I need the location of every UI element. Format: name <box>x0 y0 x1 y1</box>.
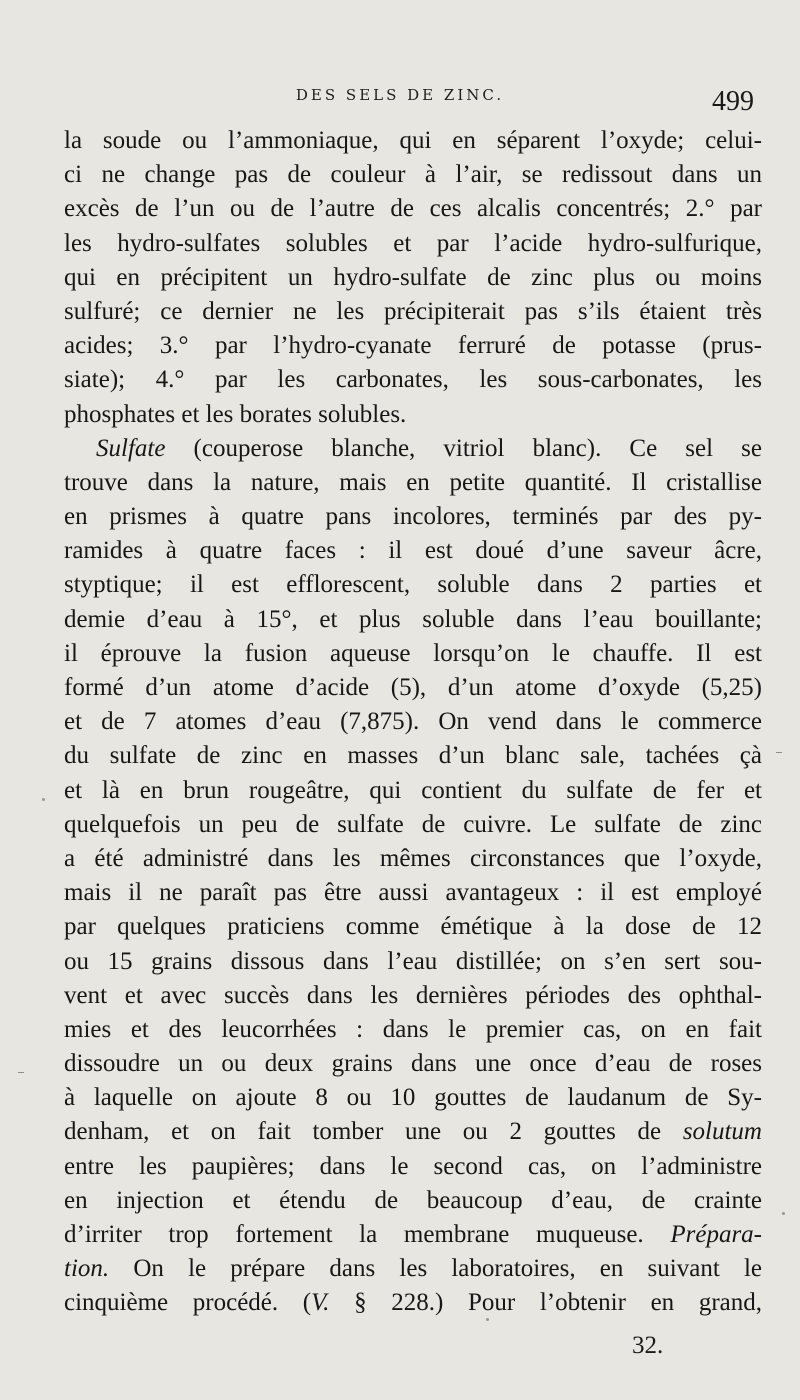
paper-mark <box>18 1072 24 1073</box>
paragraph-start-line: Sulfate (couperose blanche, vitriol blanc). Ce sel se <box>96 434 762 462</box>
page-number: 499 <box>712 86 754 117</box>
text-line: la soude ou l’ammoniaque, qui en séparent l’oxyde; celui- <box>64 127 762 154</box>
text-line: il éprouve la fusion aqueuse lorsqu’on le chauffe. Il est <box>64 639 762 667</box>
text-line: formé d’un atome d’acide (5), d’un atome d’oxyde (5,25) <box>64 674 762 701</box>
text-line: mais il ne paraît pas être aussi avantageux : il est employé <box>64 879 762 907</box>
text-line: qui en précipitent un hydro-sulfate de zinc plus ou moins <box>64 263 762 291</box>
italic-term: tion. <box>64 1255 110 1283</box>
text-line: vent et avec succès dans les dernières périodes des ophthal- <box>64 981 762 1009</box>
text-line: en injection et étendu de beaucoup d’eau, de crainte <box>64 1186 762 1214</box>
text-line: mies et des leucorrhées : dans le premier cas, on en fait <box>64 1015 762 1043</box>
text-line: dissoudre un ou deux grains dans une once d’eau de roses <box>64 1050 762 1078</box>
text-line: les hydro-sulfates solubles et par l’acide hydro-sulfurique, <box>64 229 762 257</box>
text-line: ramides à quatre faces : il est doué d’une saveur âcre, <box>64 537 762 565</box>
text-line: entre les paupières; dans le second cas, on l’administre <box>64 1152 762 1180</box>
text-line: a été administré dans les mêmes circonstances que l’oxyde, <box>64 844 762 872</box>
text-line: styptique; il est efflorescent, soluble dans 2 parties et <box>64 571 762 599</box>
paper-speck <box>486 1318 489 1321</box>
text-line: demie d’eau à 15°, et plus soluble dans l’eau bouillante; <box>64 605 762 633</box>
signature-mark: 32. <box>632 1332 664 1359</box>
text-line: à laquelle on ajoute 8 ou 10 gouttes de laudanum de Sy- <box>64 1084 762 1112</box>
text-line: siate); 4.° par les carbonates, les sous-carbonates, les <box>64 366 762 394</box>
text-line: ci ne change pas de couleur à l’air, se redissout dans un <box>64 161 762 189</box>
text-line: denham, et on fait tomber une ou 2 gouttes de solutum <box>64 1118 762 1146</box>
paper-speck <box>782 1212 785 1215</box>
body-text <box>64 124 762 1321</box>
text-line: tion. On le prépare dans les laboratoires, en suivant le <box>64 1255 762 1283</box>
text-line: et de 7 atomes d’eau (7,875). On vend dans le commerce <box>64 708 762 736</box>
text-line: cinquième procédé. (V. § 228.) Pour l’obtenir en grand, <box>64 1289 762 1317</box>
italic-term: Prépara- <box>670 1221 762 1248</box>
text-line: du sulfate de zinc en masses d’un blanc sale, tachées çà <box>64 742 762 770</box>
italic-term: Sulfate <box>96 434 166 462</box>
text-line: d’irriter trop fortement la membrane muqueuse. Prépara- <box>64 1221 762 1248</box>
text-line: phosphates et les borates solubles. <box>64 400 407 428</box>
text-line: quelquefois un peu de sulfate de cuivre. Le sulfate de zinc <box>64 810 762 838</box>
italic-term: V. <box>311 1289 330 1317</box>
paper-speck <box>42 798 45 801</box>
text-line: excès de l’un ou de l’autre de ces alcalis concentrés; 2.° par <box>64 195 762 223</box>
paper-mark <box>776 752 782 753</box>
text-line: par quelques praticiens comme émétique à la dose de 12 <box>64 913 762 941</box>
running-title: DES SELS DE ZINC. <box>295 86 505 104</box>
text-line: en prismes à quatre pans incolores, terminés par des py- <box>64 503 762 531</box>
text-line: trouve dans la nature, mais en petite quantité. Il cristallise <box>64 468 762 496</box>
text-line: ou 15 grains dissous dans l’eau distillée; on s’en sert sou- <box>64 947 762 975</box>
text-line: acides; 3.° par l’hydro-cyanate ferruré de potasse (prus- <box>64 332 762 360</box>
text-line: et là en brun rougeâtre, qui contient du sulfate de fer et <box>64 776 762 804</box>
italic-term: solutum <box>682 1118 762 1146</box>
text-line: sulfuré; ce dernier ne les précipiterait pas s’ils étaient très <box>64 297 762 325</box>
